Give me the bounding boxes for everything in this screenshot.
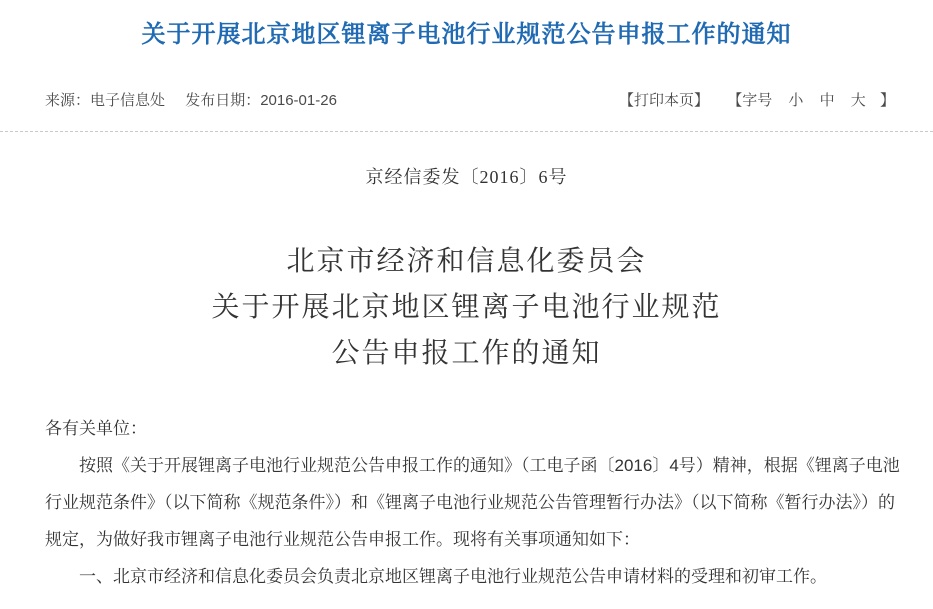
meta-info [45,90,337,111]
font-size-large-button[interactable]: 大 [850,92,866,109]
page-tools [619,90,895,111]
document-area [0,163,933,595]
font-size-bracket-close: 】 [879,92,895,109]
document-title-line-2: 关于开展北京地区锂离子电池行业规范 [211,292,722,323]
paragraph-main: 按照《关于开展锂离子电池行业规范公告申报工作的通知》（工电子函〔2016〕4号）精神，根据《锂离子电池行业规范条件》（以下简称《规范条件》）和《锂离子电池行业规范公告管理暂行办法》（以下简称《暂行办法》）的规定，为做好我市锂离子电池行业规范公告申报工作。现将有关事项通知如下： [45,456,900,549]
font-size-label: 【字号 [727,92,773,109]
document-title-line-1: 北京市经济和信息化委员会 [286,246,647,277]
salutation: 各有关单位： [45,419,147,438]
publish-date-label: 发布日期：2016-01-26 [185,92,337,109]
document-text [45,410,900,595]
print-page-button[interactable]: 【打印本页】 [619,92,710,109]
page-title: 关于开展北京地区锂离子电池行业规范公告申报工作的通知 [141,21,792,48]
document-title [0,239,933,377]
notice-page [0,20,933,609]
font-size-medium-button[interactable]: 中 [819,92,835,109]
meta-bar [45,90,895,111]
source-label: 来源：电子信息处 [45,92,166,109]
document-title-line-3: 公告申报工作的通知 [331,338,602,369]
font-size-small-button[interactable]: 小 [788,92,804,109]
dashed-divider [0,131,933,132]
paragraph-item-1: 一、北京市经济和信息化委员会负责北京地区锂离子电池行业规范公告申请材料的受理和初审工作。 [79,567,827,586]
document-number: 京经信委发〔2016〕6号 [365,167,568,187]
